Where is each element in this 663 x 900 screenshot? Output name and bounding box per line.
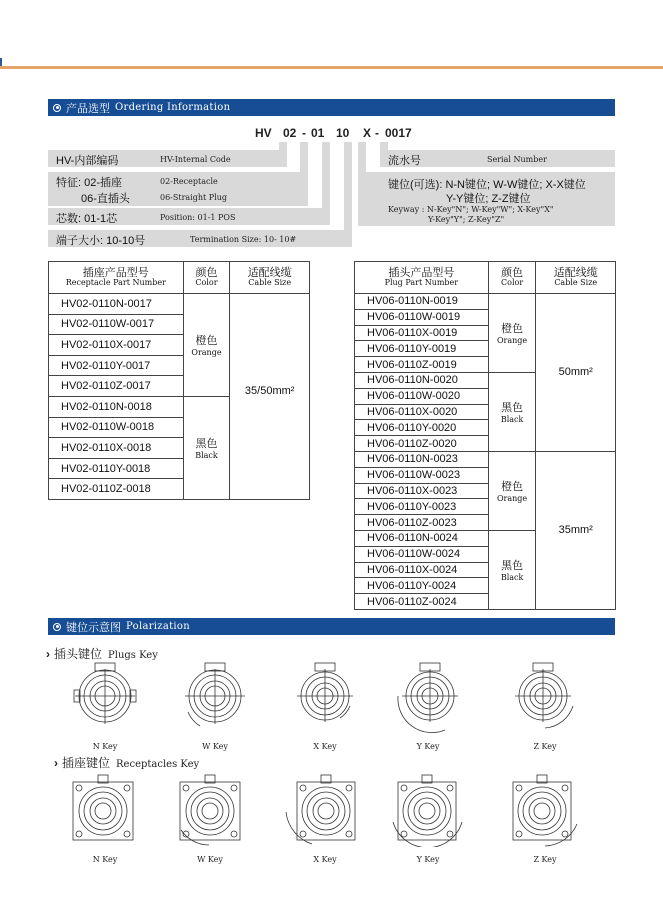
color-cell: 橙色 Orange (183, 294, 230, 397)
part-number-cell: HV02-0110Y-0018 (49, 458, 184, 479)
part-number-cell: HV06-0110N-0020 (355, 372, 489, 388)
part-number-cell: HV06-0110Z-0024 (355, 594, 489, 610)
polarization-header (48, 618, 615, 635)
receptacles-key-heading: › 插座键位 Receptacles Key (54, 756, 200, 770)
polarization-title-en: Polarization (126, 621, 190, 632)
receptacle-key-label: W Key (197, 855, 223, 864)
edge-mark (0, 58, 2, 66)
code-part1: 02 (283, 126, 297, 140)
part-number-cell: HV06-0110Y-0023 (355, 499, 489, 515)
receptacle-x-key-diagram (282, 772, 362, 847)
cable-cell: 35mm² (536, 451, 616, 609)
ordering-title-cn: 产品选型 (66, 101, 110, 115)
connector-4 (344, 142, 352, 247)
plug-w-key-diagram (180, 660, 250, 740)
connector-3 (322, 142, 330, 225)
part-number-cell: HV06-0110Y-0024 (355, 578, 489, 594)
chevron-right-icon: › (46, 647, 50, 661)
part-number-cell: HV06-0110Z-0023 (355, 515, 489, 531)
code-part4: X (363, 126, 372, 140)
color-cell: 黑色 Black (488, 372, 536, 451)
plug-key-label: Z Key (533, 742, 557, 751)
row-feature-en-1: 02-Receptacle (160, 177, 218, 186)
code-sep1: - (302, 126, 306, 140)
receptacle-y-key-diagram (388, 772, 468, 847)
part-number-cell: HV02-0110X-0017 (49, 335, 184, 356)
plug-table (354, 261, 616, 610)
ordering-header (48, 99, 615, 116)
code-part3: 10 (336, 126, 350, 140)
color-cell: 橙色 Orange (488, 294, 536, 373)
serial-cn: 流水号 (388, 155, 421, 167)
color-cell: 黑色 Black (183, 396, 230, 499)
connector-1 (279, 142, 287, 167)
receptacle-n-key-diagram (68, 772, 138, 847)
header-part-number: 插头产品型号 Plug Part Number (355, 262, 489, 294)
row-termination-en: Termination Size: 10- 10# (190, 235, 297, 244)
part-number-cell: HV02-0110W-0017 (49, 314, 184, 335)
plug-key-label: Y Key (416, 742, 440, 751)
plug-key-label: N Key (92, 742, 118, 751)
part-number-cell: HV06-0110W-0019 (355, 309, 489, 325)
part-number-cell: HV06-0110N-0024 (355, 530, 489, 546)
polarization-title-cn: 键位示意图 (66, 620, 121, 634)
connector-5 (380, 142, 388, 167)
keyway-cn-2: Y-Y键位; Z-Z键位 (446, 193, 531, 205)
bullet-icon (53, 104, 61, 112)
part-number-cell: HV06-0110Z-0020 (355, 436, 489, 452)
receptacle-w-key-diagram (175, 772, 245, 847)
part-number-cell: HV06-0110Y-0020 (355, 420, 489, 436)
row-feature-cn-1: 特征: 02-插座 (56, 177, 123, 189)
row-position-cn: 芯数: 01-1芯 (56, 213, 118, 225)
part-number-cell: HV06-0110X-0024 (355, 562, 489, 578)
color-cell: 黑色 Black (488, 530, 536, 609)
receptacle-key-label: Z Key (533, 855, 557, 864)
header-color: 颜色 Color (488, 262, 536, 294)
chevron-right-icon: › (54, 756, 58, 770)
keyway-en-2: Y-Key"Y"; Z-Key"Z" (428, 215, 505, 224)
part-number-cell: HV02-0110Z-0017 (49, 376, 184, 397)
receptacle-key-label: N Key (92, 855, 118, 864)
header-color: 颜色 Color (183, 262, 230, 294)
bullet-icon (53, 623, 61, 631)
plug-key-label: X Key (313, 742, 337, 751)
cable-cell: 50mm² (536, 294, 616, 452)
row-internal-code-cn: HV-内部编码 (56, 155, 119, 167)
receptacle-key-label: Y Key (416, 855, 440, 864)
part-number-cell: HV06-0110N-0019 (355, 294, 489, 310)
plugs-key-heading: › 插头键位 Plugs Key (46, 647, 158, 661)
code-part5: 0017 (385, 126, 412, 140)
row-feature-en-2: 06-Straight Plug (160, 193, 227, 202)
code-part2: 01 (311, 126, 325, 140)
header-cable-size: 适配线缆 Cable Size (536, 262, 616, 294)
receptacle-key-label: X Key (313, 855, 337, 864)
connector-2 (300, 142, 308, 206)
plug-n-key-diagram (70, 660, 140, 740)
serial-en: Serial Number (487, 155, 547, 164)
connector-6 (358, 142, 366, 226)
plug-y-key-diagram (390, 660, 470, 740)
part-number-cell: HV02-0110N-0017 (49, 294, 184, 315)
plug-z-key-diagram (505, 660, 580, 740)
part-number-cell: HV06-0110X-0020 (355, 404, 489, 420)
top-rule (0, 66, 663, 69)
part-number-cell: HV06-0110W-0023 (355, 467, 489, 483)
header-part-number: 插座产品型号 Receptacle Part Number (49, 262, 184, 294)
part-number-cell: HV06-0110X-0019 (355, 325, 489, 341)
keyway-cn-1: 键位(可选): N-N键位; W-W键位; X-X键位 (388, 179, 586, 191)
code-sep2: - (375, 126, 379, 140)
row-position-en: Position: 01-1 POS (160, 213, 236, 222)
header-cable-size: 适配线缆 Cable Size (230, 262, 310, 294)
row-termination-cn: 端子大小: 10-10号 (56, 235, 146, 247)
part-number-cell: HV02-0110W-0018 (49, 417, 184, 438)
receptacle-z-key-diagram (505, 772, 580, 847)
ordering-title-en: Ordering Information (115, 102, 231, 113)
row-internal-code-en: HV-Internal Code (160, 155, 231, 164)
part-number-cell: HV06-0110Z-0019 (355, 357, 489, 373)
part-number-cell: HV02-0110N-0018 (49, 396, 184, 417)
part-number-cell: HV02-0110Z-0018 (49, 479, 184, 500)
part-number-cell: HV06-0110W-0024 (355, 546, 489, 562)
color-cell: 橙色 Orange (488, 451, 536, 530)
cable-cell: 35/50mm² (230, 294, 310, 500)
part-number-cell: HV06-0110X-0023 (355, 483, 489, 499)
plug-key-label: W Key (202, 742, 228, 751)
part-number-cell: HV06-0110N-0023 (355, 451, 489, 467)
keyway-en-1: Keyway : N-Key"N"; W-Key"W"; X-Key"X" (388, 205, 554, 214)
receptacle-table (48, 261, 310, 500)
plug-x-key-diagram (290, 660, 360, 740)
part-number-cell: HV06-0110W-0020 (355, 388, 489, 404)
part-number-cell: HV02-0110X-0018 (49, 438, 184, 459)
part-number-cell: HV02-0110Y-0017 (49, 355, 184, 376)
row-feature-cn-2: 06-直插头 (81, 193, 130, 205)
part-number-cell: HV06-0110Y-0019 (355, 341, 489, 357)
code-prefix: HV (255, 126, 272, 140)
